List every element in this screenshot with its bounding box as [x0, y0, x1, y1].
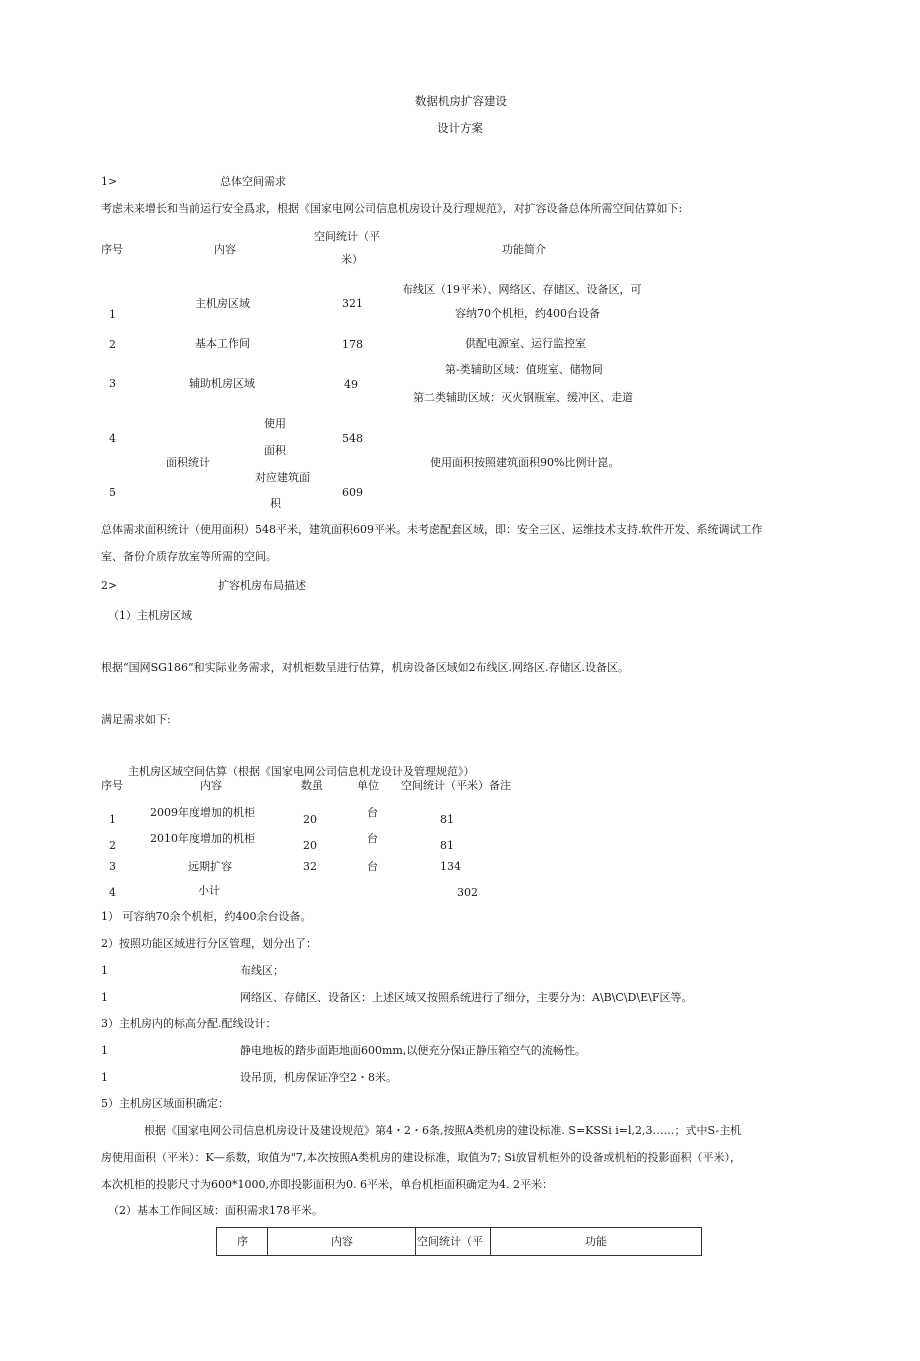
- t1-row1-seq: 1: [109, 308, 116, 321]
- section-2-para2: 满足需求如下:: [101, 713, 171, 726]
- t2-title: 主机房区域空间估算（根据《国家电网公司信息机龙设计及管理规范》）: [128, 765, 475, 778]
- t1-row3-func-l2: 第二类辅助区域：灭火钢瓶室、缓冲区、走道: [413, 391, 633, 404]
- t1-row5-sub-l1: 对应建筑面: [255, 471, 310, 484]
- t1-row1-space: 321: [342, 297, 363, 310]
- t1-row3-content: 辅助机房区域: [189, 377, 255, 390]
- page-title: 数据机房扩容建设: [415, 94, 507, 108]
- t1-row3-func-l1: 第-类辅助区域：值班室、储物间: [445, 363, 603, 376]
- t2-header-seq: 序号: [101, 779, 123, 792]
- t2-row3-seq: 3: [109, 860, 116, 873]
- t2-row4-seq: 4: [109, 886, 116, 899]
- t1-row5-seq: 5: [109, 486, 116, 499]
- t2-row2-content: 2010年度增加的机柜: [150, 832, 255, 845]
- t2-row3-space: 134: [440, 860, 461, 873]
- t1-row4-sub-l2: 面积: [264, 444, 286, 457]
- t2-row3-qty: 32: [303, 860, 317, 873]
- para-p5-line1: 根据《国家电网公司信息机房设计及建设规范》第4・2・6条,按照A类机房的建设标准. S=KSSi i=l,2,3……；式中S-主机: [144, 1124, 742, 1137]
- section-2-sub2: （2）基本工作间区域：面积需求178平米。: [108, 1204, 323, 1217]
- t1-row5-sub-l2: 积: [270, 497, 281, 510]
- para-p2: 2）按照功能区域进行分区管理，划分出了：: [101, 937, 317, 950]
- p3-item2-text: 设吊顶，机房保证净空2・8米。: [240, 1071, 397, 1084]
- t1-row5-space: 609: [342, 486, 363, 499]
- section-2-para1: 根据“国网SG186”和实际业务需求，对机柜数呈进行估算，机房设备区域如2布线区.网络区.存储区.设备区。: [101, 661, 630, 674]
- t2-row2-unit: 台: [367, 832, 378, 845]
- t2-row4-content: 小计: [198, 884, 220, 897]
- section-2-number: 2>: [101, 579, 118, 592]
- t2-row1-seq: 1: [109, 813, 116, 826]
- t1-row3-seq: 3: [109, 377, 116, 390]
- p2-item2-text: 网络区、存储区、设备区：上述区域又按照系统进行了细分，主要分为：A\B\C\D\E\F区等。: [240, 991, 693, 1004]
- t2-row3-unit: 台: [367, 860, 378, 873]
- section-2-sub1: （1）主机房区域: [108, 609, 192, 622]
- t2-header-space: 空间统计（平米）备注: [401, 779, 511, 792]
- t2-row1-unit: 台: [367, 806, 378, 819]
- t1-row4-sub-l1: 使用: [264, 417, 286, 430]
- p3-item1-num: 1: [101, 1044, 108, 1057]
- p3-item1-text: 静电地板的踏步面距地面600mm,以便充分保i正静压箱空气的流畅性。: [240, 1044, 586, 1057]
- t1-header-func: 功能简介: [502, 243, 546, 256]
- t1-row2-space: 178: [342, 338, 363, 351]
- section-2-heading: 扩容机房布局描述: [218, 579, 306, 592]
- box-header-space: 空间统计（平: [417, 1235, 483, 1248]
- t1-row3-space: 49: [344, 378, 358, 391]
- t1-row4-seq: 4: [109, 432, 116, 445]
- work-area-table-header: [216, 1227, 702, 1256]
- t1-row4-space: 548: [342, 432, 363, 445]
- para-p5-line3: 本次机柜的投影尺寸为600*1000,亦即投影面积为0. 6平米，单台机柜面积确定为4. 2平米：: [101, 1178, 553, 1191]
- para-p3: 3）主机房内的标高分配.配线设计：: [101, 1017, 277, 1030]
- section-1-intro: 考虑未来增长和当前运行安全爲求，根据《国家电网公司信息机房设计及行理规范》，对扩容设备总体所需空间估算如下:: [101, 202, 683, 215]
- t2-header-content: 内容: [200, 779, 222, 792]
- t1-header-seq: 序号: [101, 243, 123, 256]
- para-p1: 1） 可容纳70余个机柜，约400余台设备。: [101, 910, 312, 923]
- t1-row2-seq: 2: [109, 338, 116, 351]
- t1-header-space-l2: 米）: [341, 253, 363, 266]
- t2-row1-content: 2009年度增加的机柜: [150, 806, 255, 819]
- t2-row1-space: 81: [440, 813, 454, 826]
- t1-area-label: 面积统计: [166, 456, 210, 469]
- box-header-seq: 序: [237, 1235, 248, 1248]
- p2-item2-num: 1: [101, 991, 108, 1004]
- page-subtitle: 设计方案: [437, 121, 483, 135]
- section-1-number: 1>: [101, 175, 118, 188]
- t2-row2-qty: 20: [303, 839, 317, 852]
- box-header-content: 内容: [331, 1235, 353, 1248]
- p2-item1-num: 1: [101, 964, 108, 977]
- box-divider: [267, 1228, 268, 1255]
- section-1-summary-l1: 总体需求面积统计（使用面积）548平米，建筑面积609平米。未考虑配套区域，即：安全三区、运维技术支持.软件开发、系统调试工作: [101, 523, 763, 536]
- para-p5: 5）主机房区域面积确定：: [101, 1097, 229, 1110]
- t1-row1-func-l2: 容纳70个机柜，约400台设备: [455, 307, 600, 320]
- t1-header-space-l1: 空间统计（平: [314, 230, 380, 243]
- t2-row4-space: 302: [457, 886, 478, 899]
- box-divider: [490, 1228, 491, 1255]
- p3-item2-num: 1: [101, 1071, 108, 1084]
- t2-row1-qty: 20: [303, 813, 317, 826]
- t1-header-content: 内容: [214, 243, 236, 256]
- t1-row2-content: 基本工作间: [195, 337, 250, 350]
- t2-row3-content: 远期扩容: [188, 860, 232, 873]
- t1-row1-func-l1: 布线区（19平米）、网络区、存储区、设备区，可: [402, 283, 642, 296]
- para-p5-line2: 房使用面积（平米）：K—系数，取值为"7,本次按照A类机房的建设标准，取值为7; Si放冒机柜外的设备或机栢的投影面积（平米），: [101, 1151, 741, 1164]
- box-divider: [415, 1228, 416, 1255]
- t2-header-unit: 单位: [357, 779, 379, 792]
- box-header-func: 功能: [585, 1235, 607, 1248]
- section-1-heading: 总体空间需求: [220, 175, 286, 188]
- t1-area-func: 使用面积按照建筑面积90%比例计崑。: [430, 456, 620, 469]
- t1-row1-content: 主机房区域: [195, 297, 250, 310]
- t2-header-qty: 数虽: [301, 779, 323, 792]
- t2-row2-seq: 2: [109, 839, 116, 852]
- t2-row2-space: 81: [440, 839, 454, 852]
- section-1-summary-l2: 室、备份介质存放室等所需的空间。: [101, 550, 277, 563]
- p2-item1-text: 布线区；: [240, 964, 284, 977]
- t1-row2-func: 供配电源室、运行监控室: [465, 337, 586, 350]
